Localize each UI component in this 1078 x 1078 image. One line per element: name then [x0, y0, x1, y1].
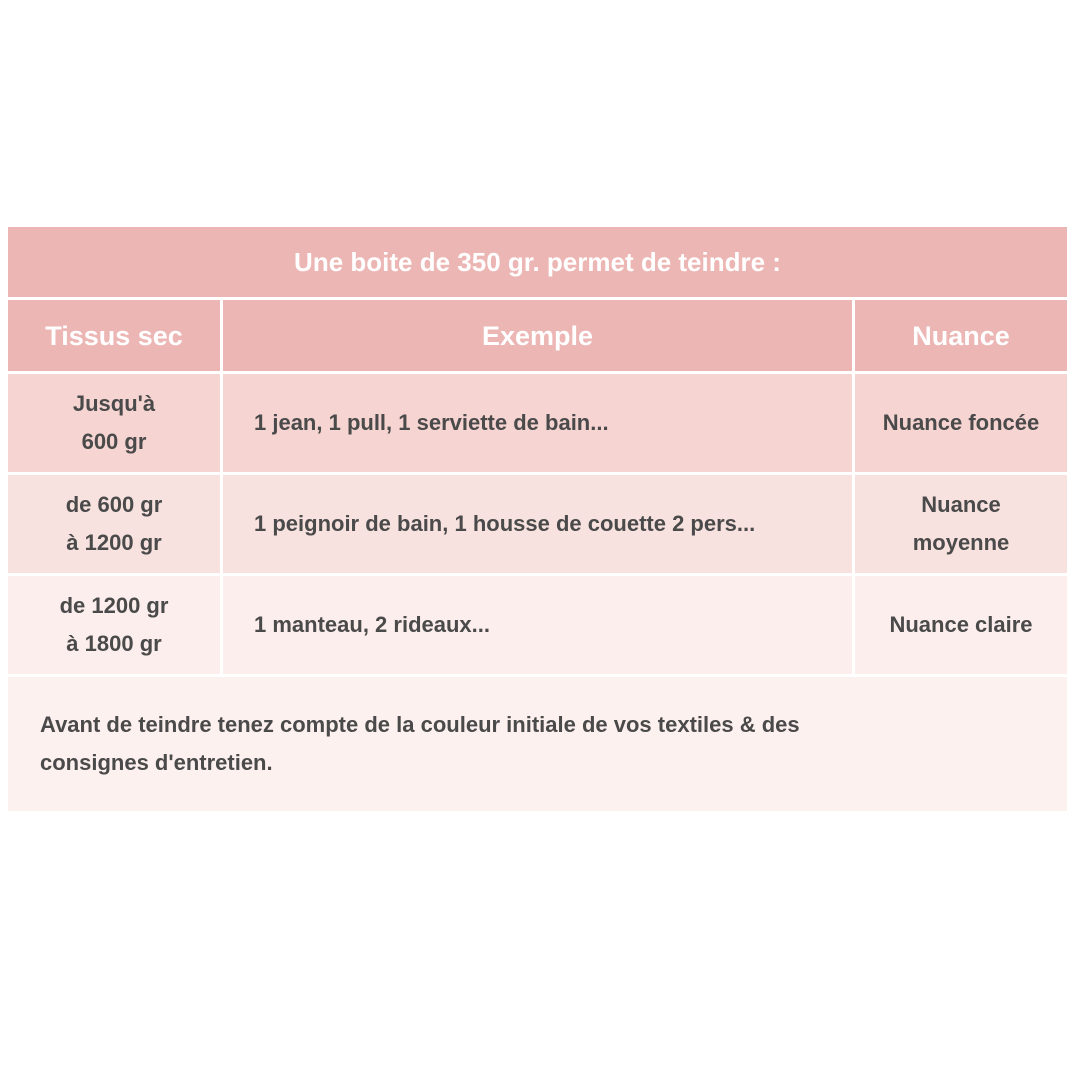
shade-cell — [854, 474, 1069, 575]
dye-capacity-table — [5, 224, 1070, 814]
shade-line-1: Nuance foncée — [882, 410, 1040, 435]
example-cell: 1 jean, 1 pull, 1 serviette de bain... — [222, 373, 854, 474]
table-note-row — [7, 676, 1069, 813]
weight-line-1: de 1200 gr — [59, 593, 169, 618]
shade-line-1: Nuance claire — [889, 612, 1033, 637]
weight-line-2: à 1200 gr — [66, 530, 162, 555]
weight-cell — [7, 474, 222, 575]
column-header-weight: Tissus sec — [7, 299, 222, 373]
example-cell: 1 peignoir de bain, 1 housse de couette 2 pers... — [222, 474, 854, 575]
table-row — [7, 373, 1069, 474]
weight-line-2: 600 gr — [81, 429, 147, 454]
column-header-shade: Nuance — [854, 299, 1069, 373]
shade-line-1: Nuance — [921, 492, 1001, 517]
care-note — [7, 676, 1069, 813]
care-note-line-1: Avant de teindre tenez compte de la couleur initiale de vos textiles & des — [40, 712, 800, 737]
shade-cell — [854, 575, 1069, 676]
table-row — [7, 474, 1069, 575]
shade-line-2: moyenne — [912, 530, 1010, 555]
care-note-line-2: consignes d'entretien. — [40, 750, 273, 775]
weight-line-1: Jusqu'à — [72, 391, 156, 416]
dye-capacity-table-wrapper — [5, 224, 1067, 814]
table-row — [7, 575, 1069, 676]
column-header-example: Exemple — [222, 299, 854, 373]
weight-line-2: à 1800 gr — [66, 631, 162, 656]
shade-cell — [854, 373, 1069, 474]
weight-line-1: de 600 gr — [65, 492, 163, 517]
weight-cell — [7, 575, 222, 676]
weight-cell — [7, 373, 222, 474]
example-cell: 1 manteau, 2 rideaux... — [222, 575, 854, 676]
table-title-row — [7, 226, 1069, 299]
table-title: Une boite de 350 gr. permet de teindre : — [7, 226, 1069, 299]
table-header-row — [7, 299, 1069, 373]
